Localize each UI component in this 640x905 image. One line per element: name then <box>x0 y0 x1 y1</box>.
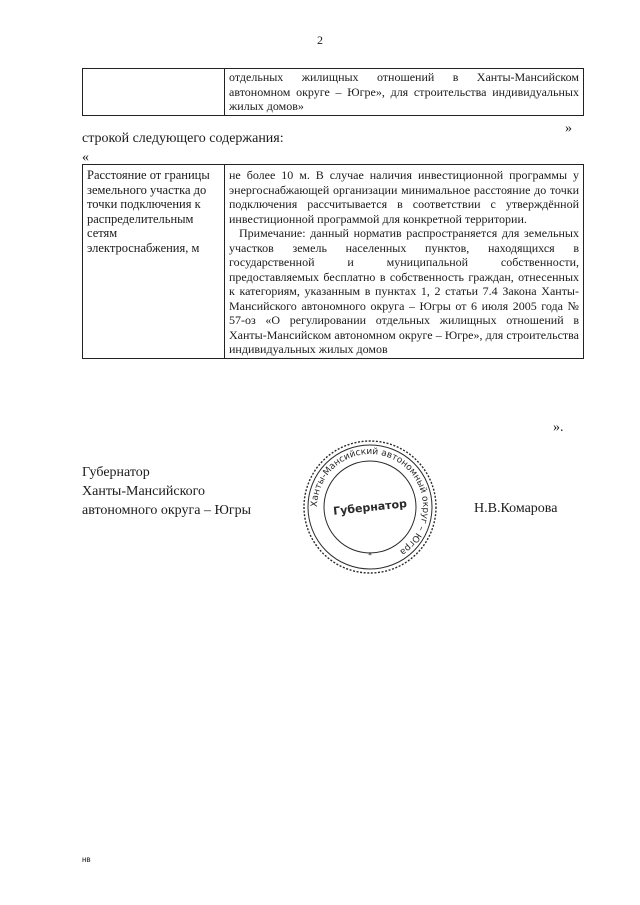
previous-table-right-cell: отдельных жилищных отношений в Ханты-Мансийском автономном округе – Югре», для строительства индивидуальных жилых домов» <box>225 69 584 116</box>
signatory-title-line3: автономного округа – Югры <box>82 503 251 518</box>
intro-text: строкой следующего содержания: <box>82 131 284 146</box>
parameter-name-cell: Расстояние от границы земельного участка до точки подключения к распределительным сетям электроснабжения, м <box>83 165 225 359</box>
signatory-title <box>82 463 251 520</box>
seal-center-text: Губернатор <box>332 497 408 518</box>
footer-mark: нв <box>82 855 91 864</box>
parameter-note-text: Примечание: данный норматив распространяется для земельных участков земель населенных пунктов, находящихся в государственной и муниципальной собственности, предоставляемых бесплатно в собственность граждан, отнесенных к категориям, указанным в пунктах 1, 2 статьи 7.4 Закона Ханты-Мансийского автономного округа – Югры от 6 июля 2005 года № 57-оз «О регулировании отдельных жилищных отношений в Ханты-Мансийском автономном округе – Югре», для строительства индивидуальных жилых домов <box>229 226 579 356</box>
page-number: 2 <box>317 33 323 47</box>
parameter-value-text: не более 10 м. В случае наличия инвестиционной программы у энергоснабжающей организации минимальное расстояние до точки подключения рассчитывается в соответствии с утверждённой инвестиционной программой для конкретной территории. <box>229 168 579 226</box>
new-row-table <box>82 164 584 359</box>
seal-ring-text: Ханты-Мансийский автономный округ – Югра <box>309 446 431 557</box>
closing-quote: » <box>565 121 572 136</box>
previous-table-left-cell <box>83 69 225 116</box>
signatory-title-line1: Губернатор <box>82 465 150 480</box>
seal-star: * <box>368 551 372 560</box>
signatory-name: Н.В.Комарова <box>474 501 558 516</box>
closing-quote-final: ». <box>553 420 564 435</box>
previous-table-fragment <box>82 68 584 116</box>
signatory-title-line2: Ханты-Мансийского <box>82 484 206 499</box>
opening-quote: « <box>82 150 89 165</box>
parameter-value-cell <box>225 165 584 359</box>
official-seal <box>300 437 440 577</box>
